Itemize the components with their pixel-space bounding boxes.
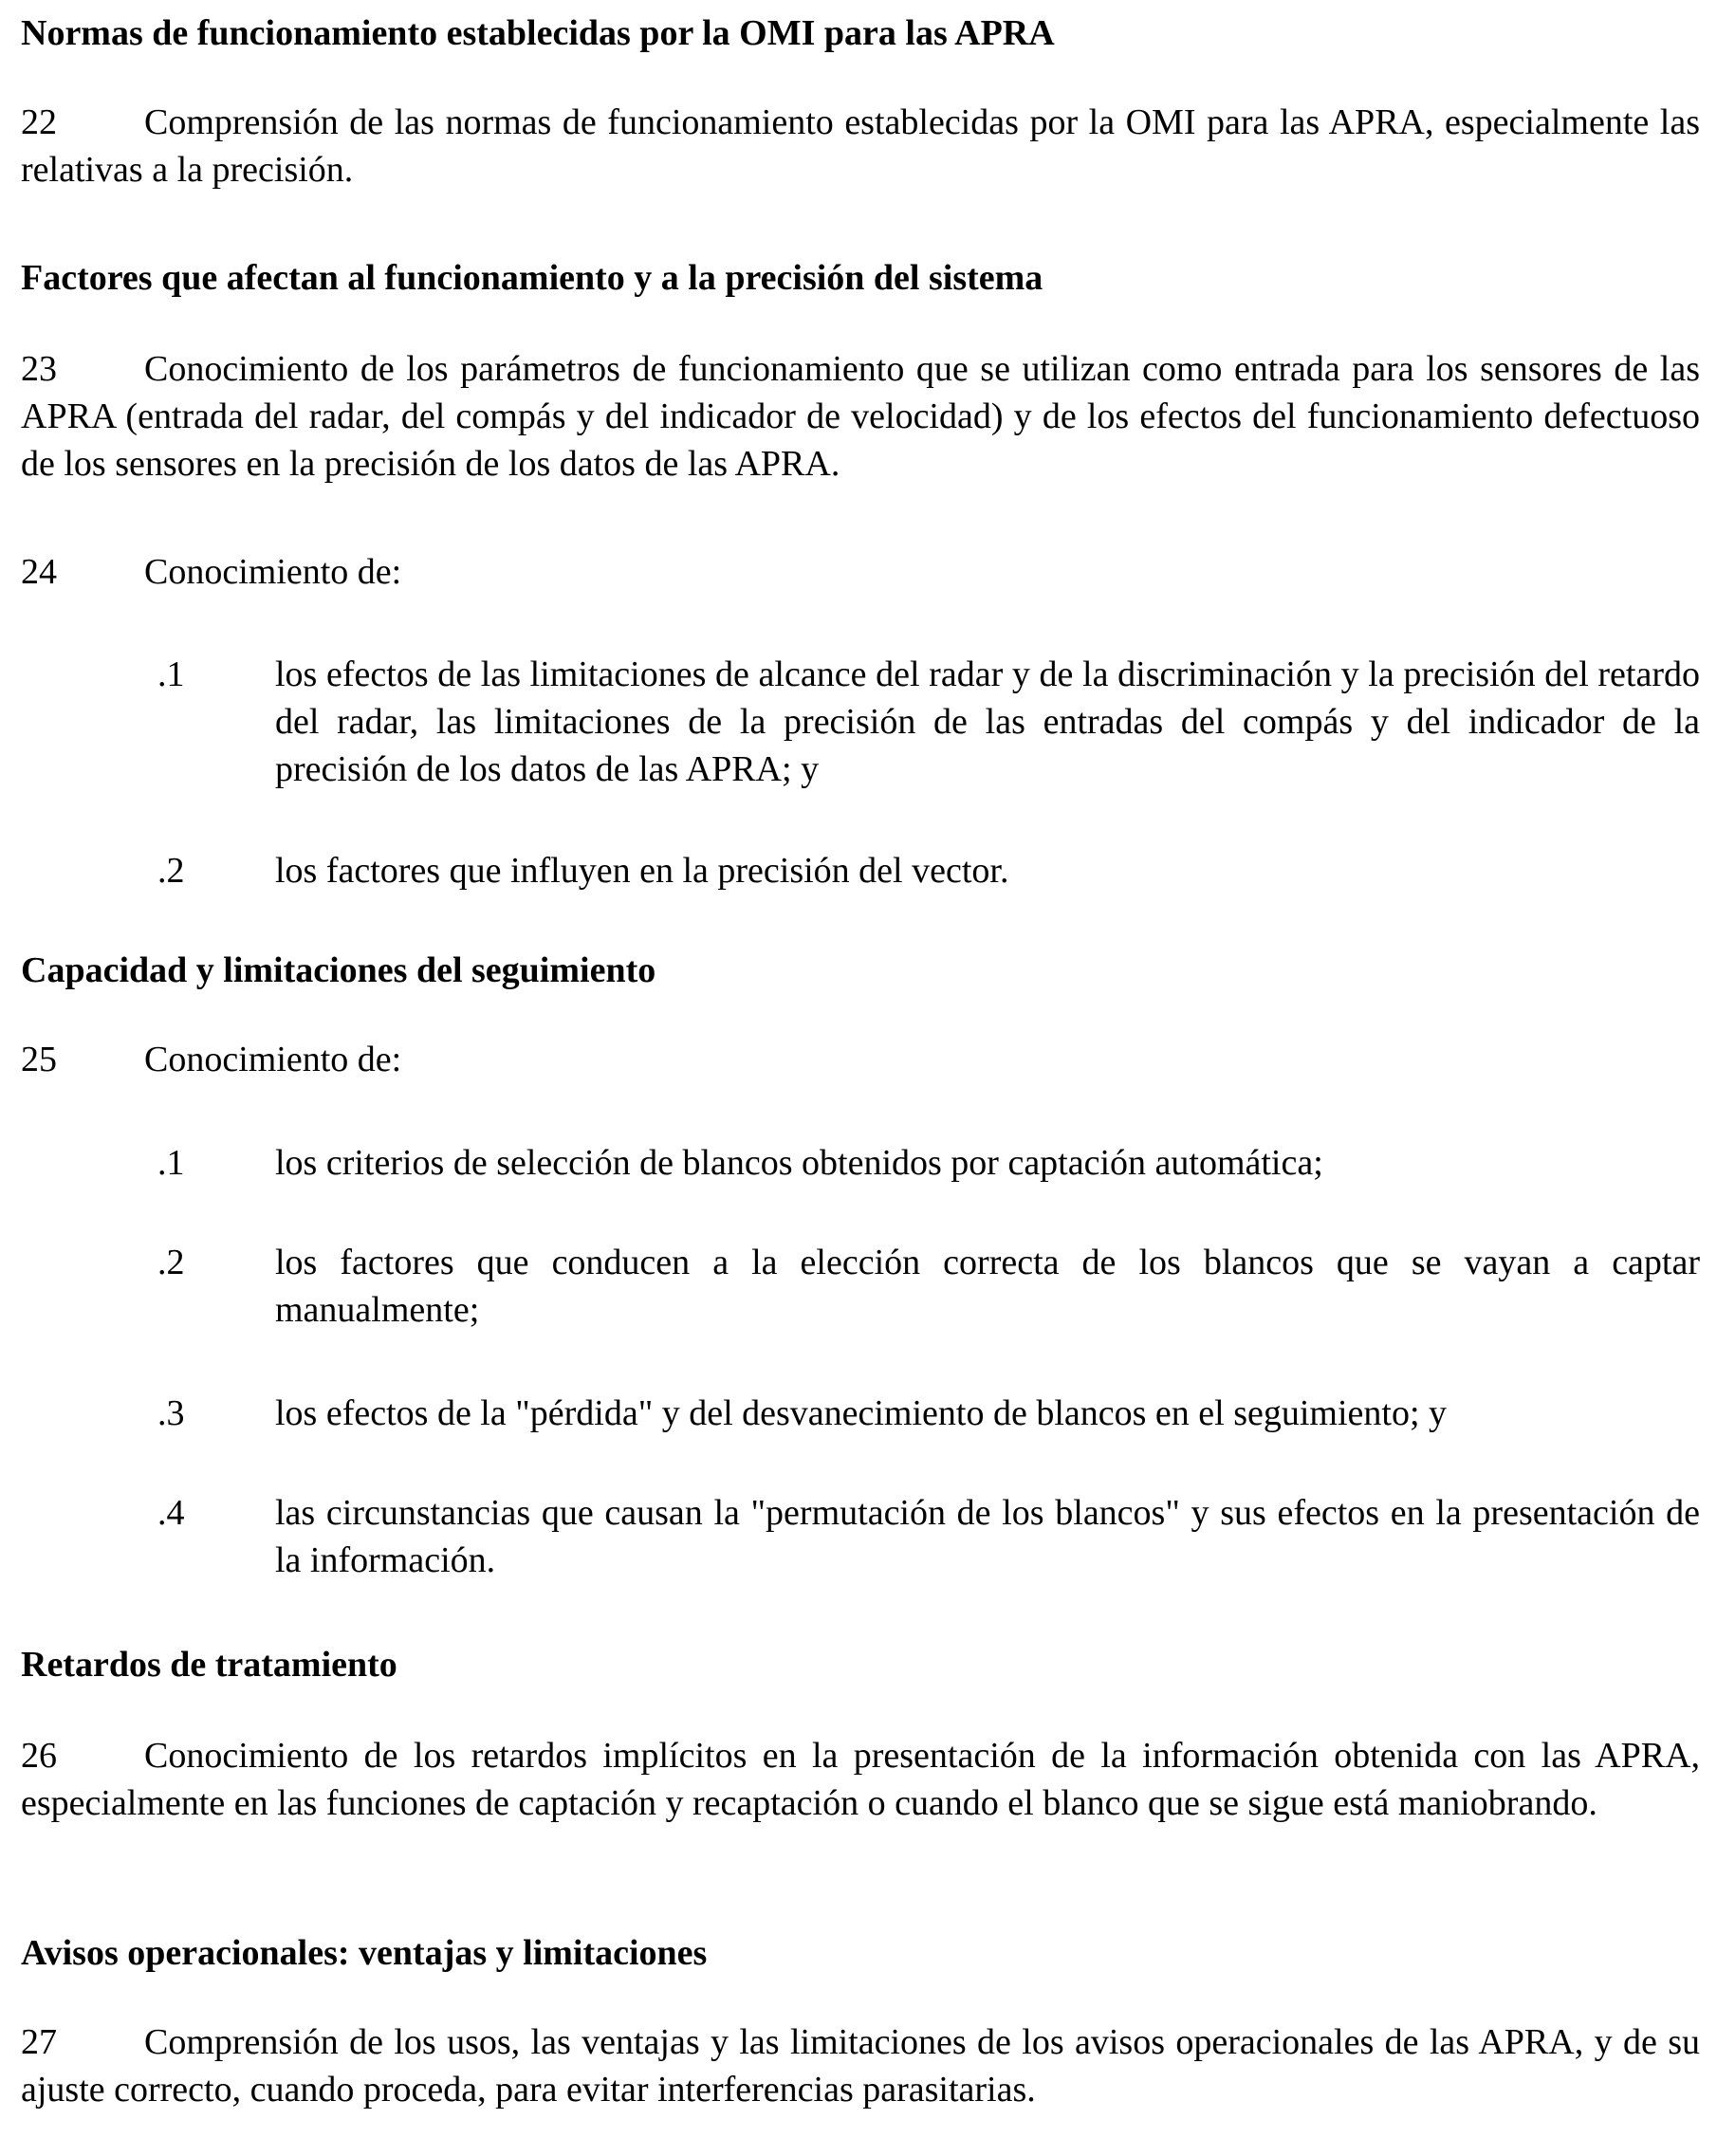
list-item-text: los criterios de selección de blancos obtenidos por captación automática; [275, 1143, 1323, 1183]
list-item [157, 1239, 1700, 1334]
paragraph-number: 24 [21, 552, 57, 592]
list-item [157, 651, 1700, 793]
list-item-text: los factores que conducen a la elección correcta de los blancos que se vayan a captar manualmente; [275, 1243, 1700, 1330]
paragraph-text: Comprensión de las normas de funcionamiento establecidas por la OMI para las APRA, especialmente las relativas a la precisión. [21, 102, 1700, 190]
list-item-text: los efectos de la "pérdida" y del desvanecimiento de blancos en el seguimiento; y [275, 1393, 1448, 1433]
paragraph-number: 22 [21, 102, 57, 142]
paragraph-24 [21, 548, 401, 596]
paragraph-text: Conocimiento de: [144, 1040, 402, 1079]
paragraph-text: Conocimiento de los retardos implícitos en la presentación de la información obtenida con las APRA, especialmente en las funciones de captación y recaptación o cuando el blanco que se sigue está maniobrando. [21, 1736, 1700, 1823]
list-item-number: .3 [157, 1393, 185, 1433]
list-item-number: .4 [157, 1493, 185, 1533]
list-item [157, 1489, 1700, 1584]
list-item-number: .2 [157, 851, 185, 891]
paragraph-text: Comprensión de los usos, las ventajas y las limitaciones de los avisos operacionales de las APRA, y de su ajuste correcto, cuando proceda, para evitar interferencias parasitarias. [21, 2022, 1700, 2110]
list-item-text: las circunstancias que causan la "permutación de los blancos" y sus efectos en la presentación de la información. [275, 1493, 1700, 1580]
paragraph-25 [21, 1036, 401, 1083]
list-item [157, 1139, 1700, 1187]
paragraph-number: 25 [21, 1040, 57, 1079]
list-item-number: .1 [157, 1143, 185, 1183]
paragraph-number: 23 [21, 349, 57, 389]
section-heading: Normas de funcionamiento establecidas por la OMI para las APRA [21, 13, 1055, 53]
paragraph-text: Conocimiento de: [144, 552, 402, 592]
list-item [157, 847, 1700, 894]
section-heading: Capacidad y limitaciones del seguimiento [21, 950, 656, 990]
section-heading: Retardos de tratamiento [21, 1645, 397, 1685]
list-item-text: los factores que influyen en la precisión del vector. [275, 851, 1009, 891]
paragraph-27 [21, 2018, 1700, 2113]
paragraph-22 [21, 99, 1700, 193]
paragraph-23 [21, 345, 1700, 488]
section-heading: Factores que afectan al funcionamiento y a la precisión del sistema [21, 258, 1043, 298]
list-item-number: .2 [157, 1243, 185, 1282]
paragraph-number: 26 [21, 1736, 57, 1776]
paragraph-number: 27 [21, 2022, 57, 2062]
paragraph-26 [21, 1732, 1700, 1827]
list-item-text: los efectos de las limitaciones de alcance del radar y de la discriminación y la precisión del retardo del radar, las limitaciones de la precisión de las entradas del compás y del indicador de la precisión de los datos de las APRA; y [275, 654, 1700, 789]
list-item-number: .1 [157, 654, 185, 694]
paragraph-text: Conocimiento de los parámetros de funcionamiento que se utilizan como entrada para los sensores de las APRA (entrada del radar, del compás y del indicador de velocidad) y de los efectos del funcionamiento defectuoso de los sensores en la precisión de los datos de las APRA. [21, 349, 1700, 484]
section-heading: Avisos operacionales: ventajas y limitaciones [21, 1933, 708, 1973]
list-item [157, 1390, 1700, 1437]
